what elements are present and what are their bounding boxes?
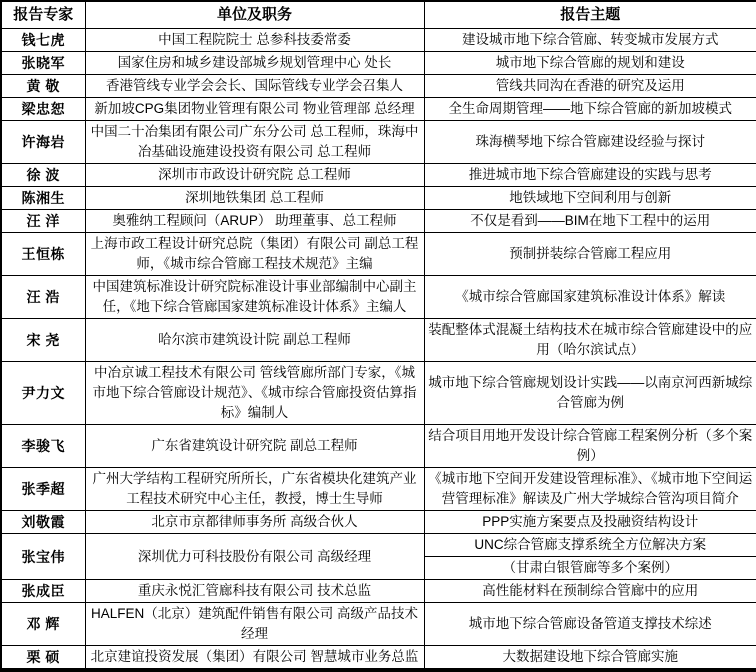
topic-cell-upper: UNC综合管廊支撑系统全方位解决方案 — [425, 534, 756, 557]
expert-name-cell: 李骏飞 — [1, 425, 85, 468]
table-row — [1, 276, 756, 319]
header-row — [1, 1, 756, 29]
expert-name-cell: 张季超 — [1, 468, 85, 511]
table-row — [1, 425, 756, 468]
org-cell: 国家住房和城乡建设部城乡规划管理中心 处长 — [85, 52, 424, 75]
org-cell: HALFEN（北京）建筑配件销售有限公司 高级产品技术经理 — [85, 603, 424, 646]
column-header-topic: 报告主题 — [424, 1, 756, 29]
org-cell: 深圳市市政设计研究院 总工程师 — [85, 164, 424, 187]
table-row — [1, 210, 756, 233]
org-cell: 哈尔滨市建筑设计院 副总工程师 — [85, 319, 424, 362]
table-row — [1, 233, 756, 276]
topic-cell: PPP实施方案要点及投融资结构设计 — [424, 511, 756, 534]
table-row — [1, 52, 756, 75]
topic-cell: 城市地下综合管廊设备管道支撑技术综述 — [424, 603, 756, 646]
expert-name-cell: 许海岩 — [1, 121, 85, 164]
table-row — [1, 164, 756, 187]
table-row — [1, 603, 756, 646]
expert-name-cell: 张晓军 — [1, 52, 85, 75]
table-row — [1, 29, 756, 52]
org-cell: 深圳地铁集团 总工程师 — [85, 187, 424, 210]
expert-name-cell: 栗 硕 — [1, 646, 85, 671]
expert-name-cell: 邓 辉 — [1, 603, 85, 646]
expert-name-cell: 钱七虎 — [1, 29, 85, 52]
topic-cell: 全生命周期管理——地下综合管廊的新加坡模式 — [424, 98, 756, 121]
table-row — [1, 534, 756, 580]
column-header-expert: 报告专家 — [1, 1, 85, 29]
org-cell: 重庆永悦汇管廊科技有限公司 技术总监 — [85, 580, 424, 603]
table-row — [1, 187, 756, 210]
topic-cell: 建设城市地下综合管廊、转变城市发展方式 — [424, 29, 756, 52]
topic-cell: 预制拼装综合管廊工程应用 — [424, 233, 756, 276]
expert-name-cell: 汪 浩 — [1, 276, 85, 319]
org-cell: 中国建筑标准设计研究院标准设计事业部编制中心副主任，《地下综合管廊国家建筑标准设计体系》主编人 — [85, 276, 424, 319]
org-cell: 上海市政工程设计研究总院（集团）有限公司 副总工程师，《城市综合管廊工程技术规范》主编 — [85, 233, 424, 276]
table-row — [1, 511, 756, 534]
expert-name-cell: 尹力文 — [1, 362, 85, 425]
expert-name-cell: 汪 洋 — [1, 210, 85, 233]
org-cell: 香港管线专业学会会长、国际管线专业学会召集人 — [85, 75, 424, 98]
org-cell: 北京市京都律师事务所 高级合伙人 — [85, 511, 424, 534]
org-cell: 广东省建筑设计研究院 副总工程师 — [85, 425, 424, 468]
org-cell: 新加坡CPG集团物业管理有限公司 物业管理部 总经理 — [85, 98, 424, 121]
topic-cell: 不仅是看到——BIM在地下工程中的运用 — [424, 210, 756, 233]
topic-cell: 大数据建设地下综合管廊实施 — [424, 646, 756, 671]
org-cell: 中国二十冶集团有限公司广东分公司 总工程师，珠海中冶基础设施建设投资有限公司 总工程师 — [85, 121, 424, 164]
topic-cell: 《城市地下空间开发建设管理标准》、《城市地下空间运营管理标准》解读及广州大学城综合管沟项目简介 — [424, 468, 756, 511]
topic-cell: 地铁域地下空间利用与创新 — [424, 187, 756, 210]
table-row — [1, 468, 756, 511]
topic-cell: 《城市综合管廊国家建筑标准设计体系》解读 — [424, 276, 756, 319]
table-row — [1, 362, 756, 425]
expert-name-cell: 徐 波 — [1, 164, 85, 187]
expert-name-cell: 梁忠恕 — [1, 98, 85, 121]
expert-name-cell: 刘敬霞 — [1, 511, 85, 534]
topic-cell: 装配整体式混凝土结构技术在城市综合管廊建设中的应用（哈尔滨试点） — [424, 319, 756, 362]
table-row — [1, 646, 756, 671]
table-row — [1, 319, 756, 362]
topic-cell: 城市地下综合管廊的规划和建设 — [424, 52, 756, 75]
topic-cell: 珠海横琴地下综合管廊建设经验与探讨 — [424, 121, 756, 164]
topic-cell-split — [424, 534, 756, 580]
expert-name-cell: 张成臣 — [1, 580, 85, 603]
topic-cell: 高性能材料在预制综合管廊中的应用 — [424, 580, 756, 603]
expert-name-cell: 张宝伟 — [1, 534, 85, 580]
org-cell: 广州大学结构工程研究所所长，广东省模块化建筑产业工程技术研究中心主任，教授，博士生导师 — [85, 468, 424, 511]
expert-name-cell: 陈湘生 — [1, 187, 85, 210]
topic-cell: 城市地下综合管廊规划设计实践——以南京河西新城综合管廊为例 — [424, 362, 756, 425]
org-cell: 中国工程院院士 总参科技委常委 — [85, 29, 424, 52]
org-cell: 奥雅纳工程顾问（ARUP） 助理董事、总工程师 — [85, 210, 424, 233]
topic-cell: 推进城市地下综合管廊建设的实践与思考 — [424, 164, 756, 187]
expert-name-cell: 宋 尧 — [1, 319, 85, 362]
column-header-org: 单位及职务 — [85, 1, 424, 29]
expert-name-cell: 王恒栋 — [1, 233, 85, 276]
table-row — [1, 98, 756, 121]
org-cell: 中冶京诚工程技术有限公司 管线管廊所部门专家，《城市地下综合管廊设计规范》、《城市综合管廊投资估算指标》编制人 — [85, 362, 424, 425]
org-cell: 北京建谊投资发展（集团）有限公司 智慧城市业务总监 — [85, 646, 424, 671]
table-row — [1, 75, 756, 98]
org-cell: 深圳优力可科技股份有限公司 高级经理 — [85, 534, 424, 580]
table-row — [1, 121, 756, 164]
expert-name-cell: 黄 敬 — [1, 75, 85, 98]
topic-cell: 结合项目用地开发设计综合管廊工程案例分析（多个案例） — [424, 425, 756, 468]
topic-cell-lower: （甘肃白银管廊等多个案例） — [425, 557, 756, 579]
table-row — [1, 580, 756, 603]
topic-cell: 管线共同沟在香港的研究及运用 — [424, 75, 756, 98]
